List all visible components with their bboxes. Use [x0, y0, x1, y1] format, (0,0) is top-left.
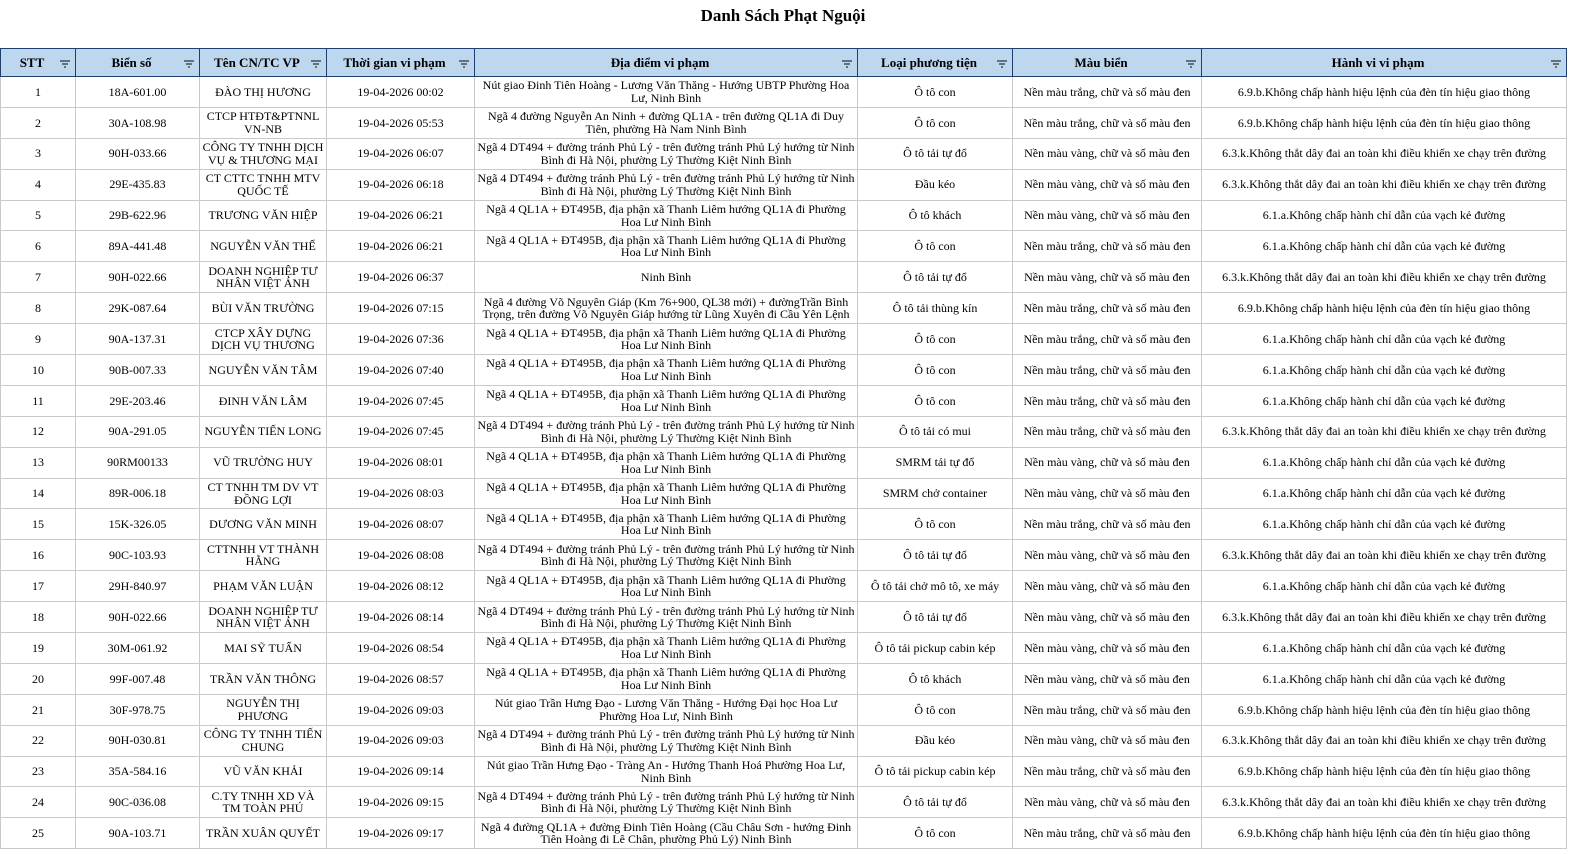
- table-row: [1, 200, 1567, 231]
- owner-cell: CTTNHH VT THÀNH HẰNG: [200, 540, 327, 571]
- column-header-label: Tên CN/TC VP: [214, 54, 300, 70]
- vehicle-type-cell: Ô tô tải tự đổ: [858, 262, 1013, 293]
- table-row: [1, 602, 1567, 633]
- owner-cell: TRẦN VĂN THÔNG: [200, 663, 327, 694]
- vehicle-type-cell: Ô tô con: [858, 509, 1013, 540]
- stt-cell: 2: [1, 107, 76, 138]
- owner-cell: CT CTTC TNHH MTV QUỐC TẾ: [200, 169, 327, 200]
- stt-cell: 15: [1, 509, 76, 540]
- plate-cell: 90H-022.66: [76, 262, 200, 293]
- stt-cell: 17: [1, 571, 76, 602]
- plate-color-cell: Nền màu vàng, chữ và số màu đen: [1013, 787, 1202, 818]
- violation-cell: 6.1.a.Không chấp hành chỉ dẫn của vạch kẻ đường: [1202, 478, 1567, 509]
- plate-cell: 90C-036.08: [76, 787, 200, 818]
- violation-cell: 6.1.a.Không chấp hành chỉ dẫn của vạch kẻ đường: [1202, 509, 1567, 540]
- plate-cell: 29B-622.96: [76, 200, 200, 231]
- column-header-plate-color: [1013, 49, 1202, 77]
- vehicle-type-cell: Ô tô tải tự đổ: [858, 787, 1013, 818]
- stt-cell: 16: [1, 540, 76, 571]
- plate-cell: 89A-441.48: [76, 231, 200, 262]
- vehicle-type-cell: Ô tô con: [858, 107, 1013, 138]
- time-cell: 19-04-2026 05:53: [327, 107, 475, 138]
- plate-color-cell: Nền màu vàng, chữ và số màu đen: [1013, 138, 1202, 169]
- violation-cell: 6.3.k.Không thắt dây đai an toàn khi điều khiển xe chạy trên đường: [1202, 540, 1567, 571]
- time-cell: 19-04-2026 09:15: [327, 787, 475, 818]
- stt-cell: 7: [1, 262, 76, 293]
- time-cell: 19-04-2026 08:08: [327, 540, 475, 571]
- time-cell: 19-04-2026 06:37: [327, 262, 475, 293]
- time-cell: 19-04-2026 00:02: [327, 77, 475, 108]
- filter-icon[interactable]: [59, 57, 71, 67]
- vehicle-type-cell: Ô tô con: [858, 818, 1013, 849]
- owner-cell: TRƯƠNG VĂN HIỆP: [200, 200, 327, 231]
- header-row: [1, 49, 1567, 77]
- owner-cell: VŨ TRƯỜNG HUY: [200, 447, 327, 478]
- stt-cell: 12: [1, 416, 76, 447]
- vehicle-type-cell: Ô tô con: [858, 324, 1013, 355]
- plate-cell: 90H-033.66: [76, 138, 200, 169]
- vehicle-type-cell: Ô tô tải pickup cabin kép: [858, 633, 1013, 664]
- time-cell: 19-04-2026 08:12: [327, 571, 475, 602]
- table-row: [1, 447, 1567, 478]
- plate-color-cell: Nền màu trắng, chữ và số màu đen: [1013, 509, 1202, 540]
- place-cell: Nút giao Trần Hưng Đạo - Lương Văn Thăng - Hướng Đại học Hoa Lư Phường Hoa Lư, Ninh Bình: [475, 694, 858, 725]
- table-row: [1, 77, 1567, 108]
- violation-cell: 6.1.a.Không chấp hành chỉ dẫn của vạch kẻ đường: [1202, 385, 1567, 416]
- vehicle-type-cell: Đầu kéo: [858, 725, 1013, 756]
- plate-color-cell: Nền màu trắng, chữ và số màu đen: [1013, 77, 1202, 108]
- place-cell: Ngã 4 DT494 + đường tránh Phủ Lý - trên đường tránh Phủ Lý hướng từ Ninh Bình đi Hà Nội, phường Lý Thường Kiệt Ninh Bình: [475, 787, 858, 818]
- violation-cell: 6.9.b.Không chấp hành hiệu lệnh của đèn tín hiệu giao thông: [1202, 818, 1567, 849]
- plate-color-cell: Nền màu vàng, chữ và số màu đen: [1013, 602, 1202, 633]
- plate-color-cell: Nền màu trắng, chữ và số màu đen: [1013, 385, 1202, 416]
- violations-table: [0, 48, 1567, 849]
- time-cell: 19-04-2026 09:03: [327, 725, 475, 756]
- owner-cell: NGUYỄN THỊ PHƯƠNG: [200, 694, 327, 725]
- violation-cell: 6.1.a.Không chấp hành chỉ dẫn của vạch kẻ đường: [1202, 200, 1567, 231]
- violation-cell: 6.3.k.Không thắt dây đai an toàn khi điều khiển xe chạy trên đường: [1202, 602, 1567, 633]
- table-row: [1, 355, 1567, 386]
- table-row: [1, 107, 1567, 138]
- time-cell: 19-04-2026 07:40: [327, 355, 475, 386]
- place-cell: Nút giao Trần Hưng Đạo - Tràng An - Hướng Thanh Hoá Phường Hoa Lư, Ninh Bình: [475, 756, 858, 787]
- time-cell: 19-04-2026 07:45: [327, 385, 475, 416]
- place-cell: Ngã 4 DT494 + đường tránh Phủ Lý - trên đường tránh Phủ Lý hướng từ Ninh Bình đi Hà Nội, phường Lý Thường Kiệt Ninh Bình: [475, 169, 858, 200]
- plate-color-cell: Nền màu vàng, chữ và số màu đen: [1013, 447, 1202, 478]
- vehicle-type-cell: Ô tô tải có mui: [858, 416, 1013, 447]
- plate-cell: 90H-030.81: [76, 725, 200, 756]
- plate-color-cell: Nền màu vàng, chữ và số màu đen: [1013, 478, 1202, 509]
- time-cell: 19-04-2026 08:57: [327, 663, 475, 694]
- time-cell: 19-04-2026 09:14: [327, 756, 475, 787]
- table-row: [1, 663, 1567, 694]
- table-row: [1, 571, 1567, 602]
- plate-cell: 99F-007.48: [76, 663, 200, 694]
- owner-cell: CTCP HTĐT&PTNNL VN-NB: [200, 107, 327, 138]
- owner-cell: CT TNHH TM DV VT ĐỒNG LỢI: [200, 478, 327, 509]
- column-header-label: Thời gian vi phạm: [343, 54, 446, 70]
- column-header-label: Màu biển: [1074, 54, 1128, 70]
- stt-cell: 5: [1, 200, 76, 231]
- vehicle-type-cell: Ô tô con: [858, 77, 1013, 108]
- plate-color-cell: Nền màu vàng, chữ và số màu đen: [1013, 540, 1202, 571]
- column-header-label: Địa điểm vi phạm: [610, 54, 710, 70]
- plate-color-cell: Nền màu vàng, chữ và số màu đen: [1013, 571, 1202, 602]
- time-cell: 19-04-2026 08:07: [327, 509, 475, 540]
- stt-cell: 23: [1, 756, 76, 787]
- place-cell: Ngã 4 QL1A + ĐT495B, địa phận xã Thanh Liêm hướng QL1A đi Phường Hoa Lư Ninh Bình: [475, 231, 858, 262]
- place-cell: Ngã 4 QL1A + ĐT495B, địa phận xã Thanh Liêm hướng QL1A đi Phường Hoa Lư Ninh Bình: [475, 447, 858, 478]
- stt-cell: 6: [1, 231, 76, 262]
- plate-color-cell: Nền màu trắng, chữ và số màu đen: [1013, 231, 1202, 262]
- vehicle-type-cell: Ô tô con: [858, 694, 1013, 725]
- violation-cell: 6.3.k.Không thắt dây đai an toàn khi điều khiển xe chạy trên đường: [1202, 725, 1567, 756]
- stt-cell: 3: [1, 138, 76, 169]
- plate-color-cell: Nền màu vàng, chữ và số màu đen: [1013, 262, 1202, 293]
- violation-cell: 6.9.b.Không chấp hành hiệu lệnh của đèn tín hiệu giao thông: [1202, 756, 1567, 787]
- place-cell: Ngã 4 QL1A + ĐT495B, địa phận xã Thanh Liêm hướng QL1A đi Phường Hoa Lư Ninh Bình: [475, 509, 858, 540]
- table-row: [1, 756, 1567, 787]
- owner-cell: NGUYỄN TIẾN LONG: [200, 416, 327, 447]
- vehicle-type-cell: Ô tô tải thùng kín: [858, 293, 1013, 324]
- violation-cell: 6.1.a.Không chấp hành chỉ dẫn của vạch kẻ đường: [1202, 663, 1567, 694]
- plate-color-cell: Nền màu trắng, chữ và số màu đen: [1013, 756, 1202, 787]
- vehicle-type-cell: Ô tô khách: [858, 663, 1013, 694]
- table-row: [1, 509, 1567, 540]
- violation-cell: 6.1.a.Không chấp hành chỉ dẫn của vạch kẻ đường: [1202, 633, 1567, 664]
- plate-color-cell: Nền màu trắng, chữ và số màu đen: [1013, 324, 1202, 355]
- vehicle-type-cell: Ô tô tải tự đổ: [858, 540, 1013, 571]
- time-cell: 19-04-2026 09:03: [327, 694, 475, 725]
- filter-icon[interactable]: [1550, 57, 1562, 67]
- table-row: [1, 416, 1567, 447]
- column-header-label: STT: [19, 54, 45, 70]
- stt-cell: 14: [1, 478, 76, 509]
- stt-cell: 10: [1, 355, 76, 386]
- filter-icon[interactable]: [996, 57, 1008, 67]
- plate-cell: 29K-087.64: [76, 293, 200, 324]
- vehicle-type-cell: Ô tô tải tự đổ: [858, 602, 1013, 633]
- page-title: Danh Sách Phạt Nguội: [700, 6, 866, 25]
- stt-cell: 11: [1, 385, 76, 416]
- table-row: [1, 138, 1567, 169]
- filter-icon[interactable]: [310, 57, 322, 67]
- violation-cell: 6.3.k.Không thắt dây đai an toàn khi điều khiển xe chạy trên đường: [1202, 138, 1567, 169]
- vehicle-type-cell: Ô tô khách: [858, 200, 1013, 231]
- plate-cell: 90RM00133: [76, 447, 200, 478]
- column-header-owner: [200, 49, 327, 77]
- filter-icon[interactable]: [1185, 57, 1197, 67]
- plate-cell: 90A-137.31: [76, 324, 200, 355]
- place-cell: Ngã 4 QL1A + ĐT495B, địa phận xã Thanh Liêm hướng QL1A đi Phường Hoa Lư Ninh Bình: [475, 200, 858, 231]
- filter-icon[interactable]: [841, 57, 853, 67]
- vehicle-type-cell: SMRM tải tự đổ: [858, 447, 1013, 478]
- violation-cell: 6.3.k.Không thắt dây đai an toàn khi điều khiển xe chạy trên đường: [1202, 169, 1567, 200]
- place-cell: Ninh Bình: [475, 262, 858, 293]
- table-row: [1, 725, 1567, 756]
- stt-cell: 4: [1, 169, 76, 200]
- plate-cell: 30F-978.75: [76, 694, 200, 725]
- owner-cell: DOANH NGHIỆP TƯ NHÂN VIỆT ÁNH: [200, 262, 327, 293]
- owner-cell: NGUYỄN VĂN THỂ: [200, 231, 327, 262]
- time-cell: 19-04-2026 09:17: [327, 818, 475, 849]
- column-header-vehicle: [858, 49, 1013, 77]
- violation-cell: 6.9.b.Không chấp hành hiệu lệnh của đèn tín hiệu giao thông: [1202, 107, 1567, 138]
- table-row: [1, 262, 1567, 293]
- owner-cell: CÔNG TY TNHH DỊCH VỤ & THƯƠNG MẠI: [200, 138, 327, 169]
- column-header-place: [475, 49, 858, 77]
- violation-cell: 6.3.k.Không thắt dây đai an toàn khi điều khiển xe chạy trên đường: [1202, 262, 1567, 293]
- time-cell: 19-04-2026 08:03: [327, 478, 475, 509]
- place-cell: Ngã 4 đường Võ Nguyên Giáp (Km 76+900, QL38 mới) + đườngTrần Bình Trọng, trên đường Võ Nguyên Giáp hướng từ Lũng Xuyên đi Cầu Yên Lệnh: [475, 293, 858, 324]
- plate-color-cell: Nền màu trắng, chữ và số màu đen: [1013, 107, 1202, 138]
- plate-color-cell: Nền màu trắng, chữ và số màu đen: [1013, 694, 1202, 725]
- owner-cell: CÔNG TY TNHH TIẾN CHUNG: [200, 725, 327, 756]
- table-row: [1, 385, 1567, 416]
- plate-cell: 90C-103.93: [76, 540, 200, 571]
- owner-cell: CTCP XÂY DỰNG DỊCH VỤ THƯƠNG: [200, 324, 327, 355]
- filter-icon[interactable]: [458, 57, 470, 67]
- plate-cell: 29E-435.83: [76, 169, 200, 200]
- owner-cell: MAI SỸ TUẤN: [200, 633, 327, 664]
- time-cell: 19-04-2026 08:01: [327, 447, 475, 478]
- table-row: [1, 787, 1567, 818]
- violation-cell: 6.1.a.Không chấp hành chỉ dẫn của vạch kẻ đường: [1202, 355, 1567, 386]
- owner-cell: TRẦN XUÂN QUYẾT: [200, 818, 327, 849]
- time-cell: 19-04-2026 07:45: [327, 416, 475, 447]
- owner-cell: ĐÀO THỊ HƯƠNG: [200, 77, 327, 108]
- violation-cell: 6.9.b.Không chấp hành hiệu lệnh của đèn tín hiệu giao thông: [1202, 77, 1567, 108]
- vehicle-type-cell: Ô tô con: [858, 231, 1013, 262]
- table-row: [1, 169, 1567, 200]
- column-header-label: Biển số: [111, 54, 152, 70]
- stt-cell: 9: [1, 324, 76, 355]
- plate-cell: 30M-061.92: [76, 633, 200, 664]
- place-cell: Nút giao Đinh Tiên Hoàng - Lương Văn Thăng - Hướng UBTP Phường Hoa Lư, Ninh Bình: [475, 77, 858, 108]
- stt-cell: 20: [1, 663, 76, 694]
- column-header-label: Hành vi vi phạm: [1331, 54, 1425, 70]
- violation-cell: 6.1.a.Không chấp hành chỉ dẫn của vạch kẻ đường: [1202, 231, 1567, 262]
- time-cell: 19-04-2026 06:18: [327, 169, 475, 200]
- owner-cell: PHẠM VĂN LUẬN: [200, 571, 327, 602]
- stt-cell: 21: [1, 694, 76, 725]
- column-header-stt: [1, 49, 76, 77]
- time-cell: 19-04-2026 06:07: [327, 138, 475, 169]
- time-cell: 19-04-2026 07:15: [327, 293, 475, 324]
- time-cell: 19-04-2026 06:21: [327, 200, 475, 231]
- violation-cell: 6.9.b.Không chấp hành hiệu lệnh của đèn tín hiệu giao thông: [1202, 694, 1567, 725]
- column-header-label: Loại phương tiện: [881, 54, 977, 70]
- place-cell: Ngã 4 QL1A + ĐT495B, địa phận xã Thanh Liêm hướng QL1A đi Phường Hoa Lư Ninh Bình: [475, 478, 858, 509]
- owner-cell: ĐINH VĂN LÂM: [200, 385, 327, 416]
- plate-color-cell: Nền màu trắng, chữ và số màu đen: [1013, 818, 1202, 849]
- plate-color-cell: Nền màu vàng, chữ và số màu đen: [1013, 663, 1202, 694]
- vehicle-type-cell: Đầu kéo: [858, 169, 1013, 200]
- plate-color-cell: Nền màu trắng, chữ và số màu đen: [1013, 355, 1202, 386]
- violation-cell: 6.1.a.Không chấp hành chỉ dẫn của vạch kẻ đường: [1202, 571, 1567, 602]
- plate-color-cell: Nền màu vàng, chữ và số màu đen: [1013, 169, 1202, 200]
- time-cell: 19-04-2026 07:36: [327, 324, 475, 355]
- table-row: [1, 231, 1567, 262]
- column-header-plate: [76, 49, 200, 77]
- plate-cell: 90H-022.66: [76, 602, 200, 633]
- place-cell: Ngã 4 DT494 + đường tránh Phủ Lý - trên đường tránh Phủ Lý hướng từ Ninh Bình đi Hà Nội, phường Lý Thường Kiệt Ninh Bình: [475, 416, 858, 447]
- plate-cell: 29E-203.46: [76, 385, 200, 416]
- table-row: [1, 324, 1567, 355]
- stt-cell: 22: [1, 725, 76, 756]
- table-row: [1, 633, 1567, 664]
- vehicle-type-cell: Ô tô con: [858, 355, 1013, 386]
- stt-cell: 24: [1, 787, 76, 818]
- violation-cell: 6.1.a.Không chấp hành chỉ dẫn của vạch kẻ đường: [1202, 324, 1567, 355]
- place-cell: Ngã 4 QL1A + ĐT495B, địa phận xã Thanh Liêm hướng QL1A đi Phường Hoa Lư Ninh Bình: [475, 663, 858, 694]
- owner-cell: C.TY TNHH XD VÀ TM TOÀN PHÚ: [200, 787, 327, 818]
- table-row: [1, 818, 1567, 849]
- place-cell: Ngã 4 DT494 + đường tránh Phủ Lý - trên đường tránh Phủ Lý hướng từ Ninh Bình đi Hà Nội, phường Lý Thường Kiệt Ninh Bình: [475, 540, 858, 571]
- plate-color-cell: Nền màu vàng, chữ và số màu đen: [1013, 633, 1202, 664]
- violation-cell: 6.1.a.Không chấp hành chỉ dẫn của vạch kẻ đường: [1202, 447, 1567, 478]
- time-cell: 19-04-2026 06:21: [327, 231, 475, 262]
- plate-color-cell: Nền màu vàng, chữ và số màu đen: [1013, 200, 1202, 231]
- owner-cell: DƯƠNG VĂN MINH: [200, 509, 327, 540]
- vehicle-type-cell: Ô tô con: [858, 385, 1013, 416]
- column-header-time: [327, 49, 475, 77]
- violation-cell: 6.3.k.Không thắt dây đai an toàn khi điều khiển xe chạy trên đường: [1202, 416, 1567, 447]
- place-cell: Ngã 4 DT494 + đường tránh Phủ Lý - trên đường tránh Phủ Lý hướng từ Ninh Bình đi Hà Nội, phường Lý Thường Kiệt Ninh Bình: [475, 138, 858, 169]
- owner-cell: VŨ VĂN KHẢI: [200, 756, 327, 787]
- time-cell: 19-04-2026 08:54: [327, 633, 475, 664]
- violation-cell: 6.9.b.Không chấp hành hiệu lệnh của đèn tín hiệu giao thông: [1202, 293, 1567, 324]
- plate-cell: 90B-007.33: [76, 355, 200, 386]
- table-row: [1, 694, 1567, 725]
- column-header-violation: [1202, 49, 1567, 77]
- place-cell: Ngã 4 QL1A + ĐT495B, địa phận xã Thanh Liêm hướng QL1A đi Phường Hoa Lư Ninh Bình: [475, 355, 858, 386]
- place-cell: Ngã 4 DT494 + đường tránh Phủ Lý - trên đường tránh Phủ Lý hướng từ Ninh Bình đi Hà Nội, phường Lý Thường Kiệt Ninh Bình: [475, 725, 858, 756]
- plate-color-cell: Nền màu trắng, chữ và số màu đen: [1013, 416, 1202, 447]
- owner-cell: DOANH NGHIỆP TƯ NHÂN VIỆT ÁNH: [200, 602, 327, 633]
- plate-color-cell: Nền màu trắng, chữ và số màu đen: [1013, 293, 1202, 324]
- stt-cell: 18: [1, 602, 76, 633]
- stt-cell: 1: [1, 77, 76, 108]
- time-cell: 19-04-2026 08:14: [327, 602, 475, 633]
- plate-cell: 30A-108.98: [76, 107, 200, 138]
- table-row: [1, 293, 1567, 324]
- vehicle-type-cell: Ô tô tải pickup cabin kép: [858, 756, 1013, 787]
- plate-cell: 90A-103.71: [76, 818, 200, 849]
- violation-cell: 6.3.k.Không thắt dây đai an toàn khi điều khiển xe chạy trên đường: [1202, 787, 1567, 818]
- place-cell: Ngã 4 QL1A + ĐT495B, địa phận xã Thanh Liêm hướng QL1A đi Phường Hoa Lư Ninh Bình: [475, 385, 858, 416]
- vehicle-type-cell: Ô tô tải tự đổ: [858, 138, 1013, 169]
- vehicle-type-cell: Ô tô tải chở mô tô, xe máy: [858, 571, 1013, 602]
- owner-cell: NGUYỄN VĂN TÂM: [200, 355, 327, 386]
- owner-cell: BÙI VĂN TRƯỜNG: [200, 293, 327, 324]
- place-cell: Ngã 4 đường QL1A + đường Đinh Tiên Hoàng (Cầu Châu Sơn - hướng Đinh Tiên Hoàng đi Lê Chân, phường Phủ Lý) Ninh Bình: [475, 818, 858, 849]
- place-cell: Ngã 4 QL1A + ĐT495B, địa phận xã Thanh Liêm hướng QL1A đi Phường Hoa Lư Ninh Bình: [475, 571, 858, 602]
- table-row: [1, 540, 1567, 571]
- place-cell: Ngã 4 QL1A + ĐT495B, địa phận xã Thanh Liêm hướng QL1A đi Phường Hoa Lư Ninh Bình: [475, 633, 858, 664]
- plate-cell: 90A-291.05: [76, 416, 200, 447]
- place-cell: Ngã 4 QL1A + ĐT495B, địa phận xã Thanh Liêm hướng QL1A đi Phường Hoa Lư Ninh Bình: [475, 324, 858, 355]
- vehicle-type-cell: SMRM chở container: [858, 478, 1013, 509]
- plate-cell: 15K-326.05: [76, 509, 200, 540]
- stt-cell: 13: [1, 447, 76, 478]
- stt-cell: 19: [1, 633, 76, 664]
- plate-color-cell: Nền màu vàng, chữ và số màu đen: [1013, 725, 1202, 756]
- place-cell: Ngã 4 DT494 + đường tránh Phủ Lý - trên đường tránh Phủ Lý hướng từ Ninh Bình đi Hà Nội, phường Lý Thường Kiệt Ninh Bình: [475, 602, 858, 633]
- stt-cell: 8: [1, 293, 76, 324]
- plate-cell: 89R-006.18: [76, 478, 200, 509]
- place-cell: Ngã 4 đường Nguyễn An Ninh + đường QL1A - trên đường QL1A đi Duy Tiên, phường Hà Nam Ninh Bình: [475, 107, 858, 138]
- plate-cell: 29H-840.97: [76, 571, 200, 602]
- table-row: [1, 478, 1567, 509]
- plate-cell: 35A-584.16: [76, 756, 200, 787]
- plate-cell: 18A-601.00: [76, 77, 200, 108]
- stt-cell: 25: [1, 818, 76, 849]
- filter-icon[interactable]: [183, 57, 195, 67]
